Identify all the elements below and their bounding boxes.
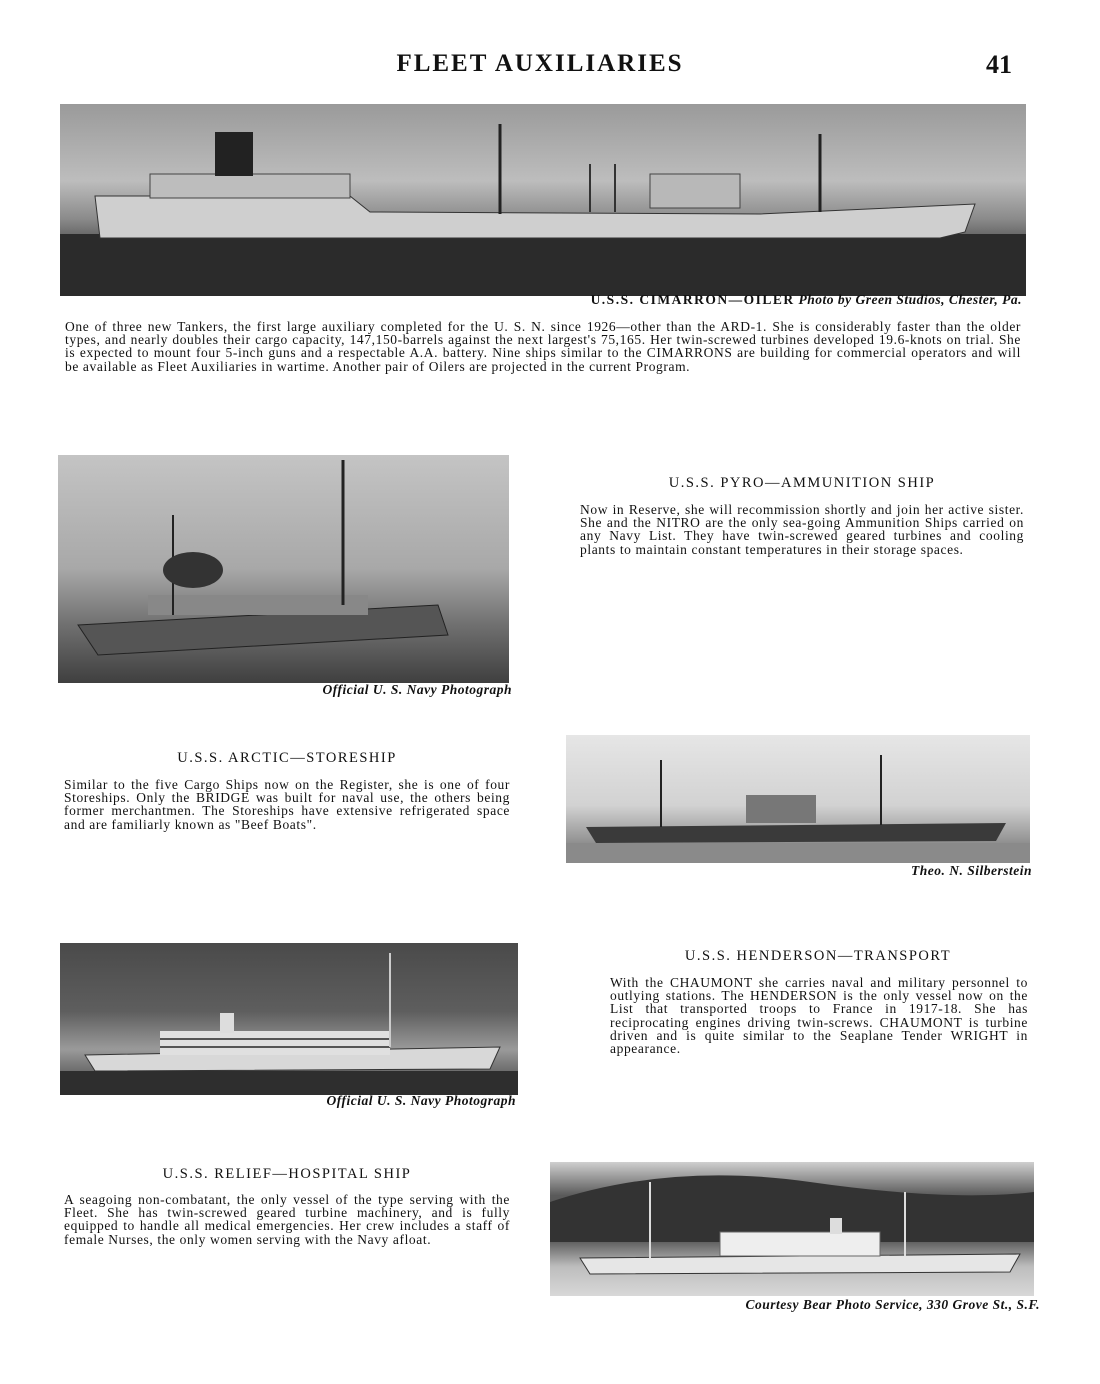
henderson-photo <box>60 943 518 1095</box>
pyro-description: Now in Reserve, she will recommission shortly and join her active sister. She and the NITRO are the only sea-going Ammunition Ships carried on any Navy List. They have twin-screwed geared turbines and cooling plants to maintain constant temperatures in their storage spaces. <box>580 502 1024 557</box>
pyro-photo <box>58 455 509 683</box>
henderson-credit: Official U. S. Navy Photograph <box>326 1093 516 1108</box>
arctic-description: Similar to the five Cargo Ships now on the Register, she is one of four Storeships. Only the BRIDGE was built for naval use, the others being former merchantmen. The Storeships have extensive refrigerated space and are familiarly known as "Beef Boats". <box>64 777 510 832</box>
arctic-photo <box>566 735 1030 863</box>
cimarron-caption: U.S.S. CIMARRON—OILER <box>590 292 795 307</box>
relief-credit: Courtesy Bear Photo Service, 330 Grove St., S.F. <box>745 1297 1040 1312</box>
relief-photo <box>550 1162 1034 1296</box>
cimarron-caption-line <box>300 292 1022 308</box>
page-number: 41 <box>986 50 1012 79</box>
arctic-credit: Theo. N. Silberstein <box>910 863 1032 878</box>
tanker-silhouette <box>60 104 1026 296</box>
hospital-ship-silhouette <box>550 1162 1034 1296</box>
page-title: FLEET AUXILIARIES <box>396 50 684 77</box>
ammunition-ship-silhouette <box>58 455 509 683</box>
henderson-title: U.S.S. HENDERSON—TRANSPORT <box>684 948 952 964</box>
relief-title: U.S.S. RELIEF—HOSPITAL SHIP <box>162 1166 412 1182</box>
arctic-title: U.S.S. ARCTIC—STORESHIP <box>177 750 397 766</box>
relief-description: A seagoing non-combatant, the only vessel of the type serving with the Fleet. She has twin-screwed geared turbine machinery, and is fully equipped to handle all medical emergencies. Her crew includes a staff of female Nurses, the only women serving with the Navy afloat. <box>64 1192 510 1247</box>
pyro-credit: Official U. S. Navy Photograph <box>322 682 512 697</box>
transport-silhouette <box>60 943 518 1095</box>
cimarron-photo <box>60 104 1026 296</box>
storeship-silhouette <box>566 735 1030 863</box>
pyro-title: U.S.S. PYRO—AMMUNITION SHIP <box>668 475 936 491</box>
cimarron-credit: Photo by Green Studios, Chester, Pa. <box>798 292 1022 307</box>
henderson-description: With the CHAUMONT she carries naval and military personnel to outlying stations. The HENDERSON is the only vessel now on the List that transported troops to France in 1917-18. She has reciprocating engines driving twin-screws. CHAUMONT is turbine driven and is quite similar to the Seaplane Tender WRIGHT in appearance. <box>610 975 1028 1057</box>
cimarron-description: One of three new Tankers, the first large auxiliary completed for the U. S. N. since 1926—other than the ARD-1. She is considerably faster than the older types, and nearly doubles their cargo capacity, 147,150-barrels against the next largest's 75,165. Her twin-screwed turbines developed 19.6-knots on trial. She is expected to mount four 5-inch guns and a respectable A.A. battery. Nine ships similar to the CIMARRONS are building for commercial operators and will be available as Fleet Auxiliaries in wartime. Another pair of Oilers are projected in the current Program. <box>65 319 1021 374</box>
